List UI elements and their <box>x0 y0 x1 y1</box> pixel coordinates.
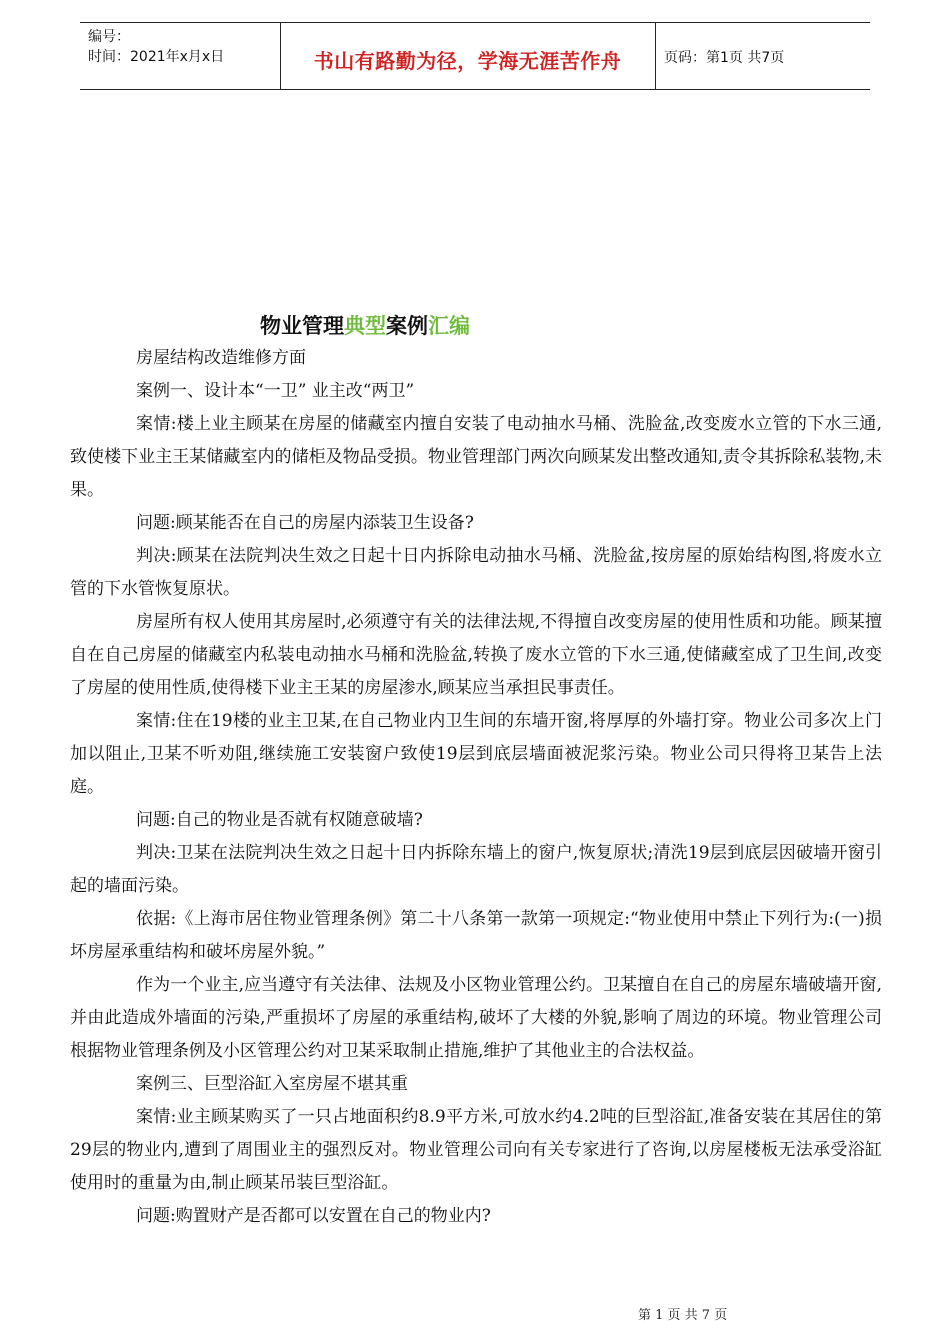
paragraph: 作为一个业主,应当遵守有关法律、法规及小区物业管理公约。卫某擅自在自己的房屋东墙破墙开窗,并由此造成外墙面的污染,严重损坏了房屋的承重结构,破坏了大楼的外貌,影响了周边的环境。物业管理公司根据物业管理条例及小区管理公约对卫某采取制止措施,维护了其他业主的合法权益。 <box>70 975 882 1061</box>
paragraph: 房屋所有权人使用其房屋时,必须遵守有关的法律法规,不得擅自改变房屋的使用性质和功能。顾某擅自在自己房屋的储藏室内私装电动抽水马桶和洗脸盆,转换了废水立管的下水三通,使储藏室成了卫生间,改变了房屋的使用性质,使得楼下业主王某的房屋渗水,顾某应当承担民事责任。 <box>70 612 882 698</box>
paragraph: 判决:顾某在法院判决生效之日起十日内拆除电动抽水马桶、洗脸盆,按房屋的原始结构图,将废水立管的下水管恢复原状。 <box>70 546 882 599</box>
paragraph: 问题:顾某能否在自己的房屋内添装卫生设备? <box>136 513 474 533</box>
paragraph: 问题:自己的物业是否就有权随意破墙? <box>136 810 423 830</box>
title-part: 案例 <box>386 314 428 338</box>
paragraph: 案情:住在19楼的业主卫某,在自己物业内卫生间的东墙开窗,将厚厚的外墙打穿。物业公司多次上门加以阻止,卫某不听劝阻,继续施工安装窗户致使19层到底层墙面被泥浆污染。物业公司只得将卫某告上法庭。 <box>70 711 882 797</box>
section-heading: 房屋结构改造维修方面 <box>136 348 306 368</box>
paragraph: 问题:购置财产是否都可以安置在自己的物业内? <box>136 1206 491 1226</box>
document-number: 编号： <box>88 29 130 45</box>
case-heading: 案例一、设计本“一卫” 业主改“两卫” <box>136 381 415 401</box>
document-date: 时间：2021年x月x日 <box>88 49 225 65</box>
paragraph: 依据:《上海市居住物业管理条例》第二十八条第一款第一项规定:“物业使用中禁止下列行为:(一)损坏房屋承重结构和破坏房屋外貌。” <box>70 909 882 962</box>
page-footer: 第 1 页 共 7 页 <box>638 1308 728 1323</box>
document-body <box>70 342 882 1233</box>
paragraph: 判决:卫某在法院判决生效之日起十日内拆除东墙上的窗户,恢复原状;清洗19层到底层因破墙开窗引起的墙面污染。 <box>70 843 882 896</box>
title-part-highlight: 汇编 <box>428 314 470 338</box>
document-title <box>260 310 470 340</box>
paragraph: 案情:业主顾某购买了一只占地面积约8.9平方米,可放水约4.2吨的巨型浴缸,准备安装在其居住的第29层的物业内,遭到了周围业主的强烈反对。物业管理公司向有关专家进行了咨询,以房屋楼板无法承受浴缸使用时的重量为由,制止顾某吊装巨型浴缸。 <box>70 1107 882 1193</box>
header-page-number: 页码：第1页 共7页 <box>664 50 785 66</box>
case-heading: 案例三、巨型浴缸入室房屋不堪其重 <box>136 1074 408 1094</box>
header-motto: 书山有路勤为径，学海无涯苦作舟 <box>313 49 622 73</box>
header-meta <box>88 27 224 67</box>
title-part-highlight: 典型 <box>344 314 386 338</box>
paragraph: 案情:楼上业主顾某在房屋的储藏室内擅自安装了电动抽水马桶、洗脸盆,改变废水立管的下水三通,致使楼下业主王某储藏室内的储柜及物品受损。物业管理部门两次向顾某发出整改通知,责令其拆除私装物,未果。 <box>70 414 882 500</box>
header-divider <box>655 23 656 90</box>
page-header <box>80 22 870 90</box>
title-part: 物业管理 <box>260 314 344 338</box>
